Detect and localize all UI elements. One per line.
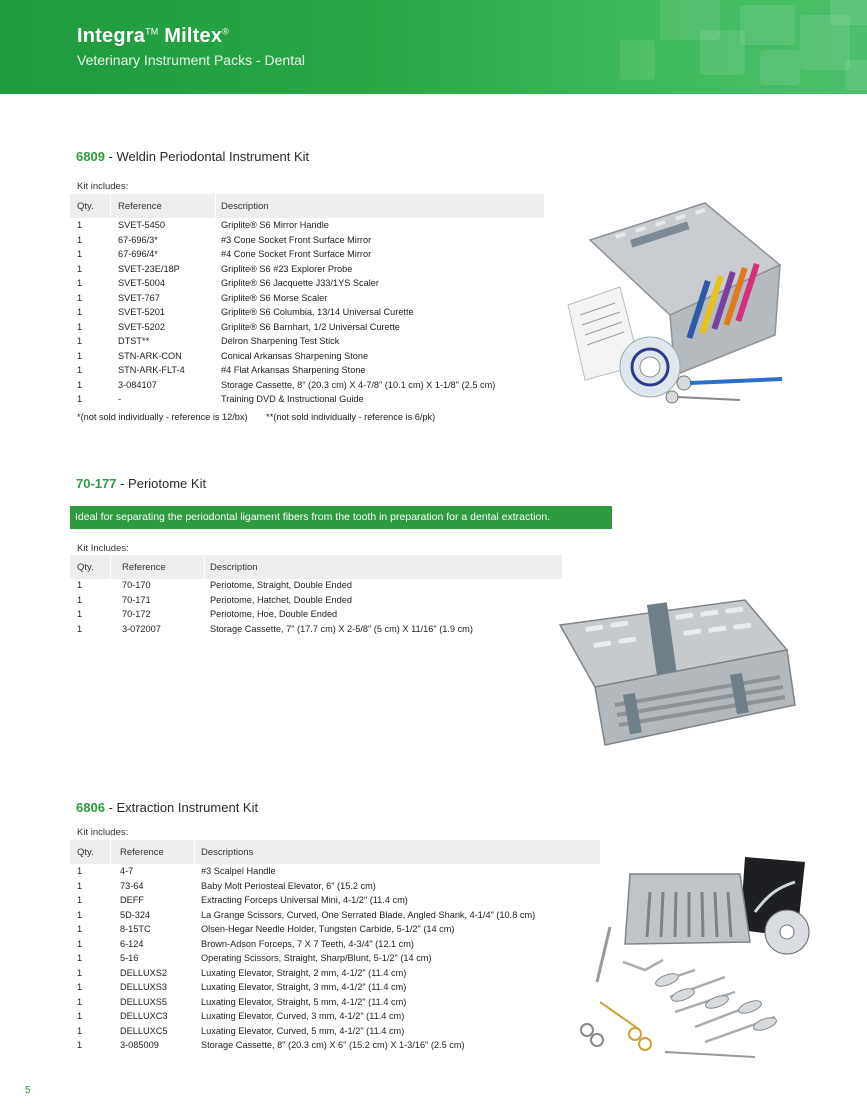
section-title-70-177 [76, 476, 206, 491]
page-subtitle: Veterinary Instrument Packs - Dental [77, 52, 305, 68]
qty-cell: 1 [77, 234, 83, 245]
kit-title: - Periotome Kit [116, 476, 207, 491]
footnote-2: **(not sold individually - reference is 6/pk) [266, 412, 436, 422]
description-cell: Extracting Forceps Universal Mini, 4-1/2" (11.4 cm) [201, 895, 408, 905]
description-cell: Storage Cassette, 8" (20.3 cm) X 4-7/8" (10.1 cm) X 1-1/8" (2.5 cm) [221, 379, 496, 390]
description-cell: Olsen-Hegar Needle Holder, Tungsten Carbide, 5-1/2" (14 cm) [201, 924, 455, 934]
page-number: 5 [25, 1085, 31, 1096]
reference-cell: 67-696/3* [118, 234, 158, 245]
reference-cell: SVET-5201 [118, 307, 165, 317]
qty-cell: 1 [77, 336, 83, 346]
col-qty: Qty. [77, 562, 94, 573]
section-title-6806 [76, 800, 258, 815]
section-title-6809 [76, 149, 309, 164]
qty-cell: 1 [77, 1011, 83, 1021]
qty-cell: 1 [77, 996, 83, 1007]
reference-cell: DELLUXS5 [120, 996, 167, 1007]
description-cell: Conical Arkansas Sharpening Stone [221, 350, 369, 361]
description-cell: Griplite® S6 #23 Explorer Probe [221, 263, 353, 274]
description-cell: Baby Molt Periosteal Elevator, 6" (15.2 cm) [201, 880, 376, 891]
qty-cell: 1 [77, 350, 83, 361]
footnote-1: *(not sold individually - reference is 12/bx) [77, 412, 248, 422]
reference-cell: 70-172 [122, 609, 151, 619]
col-reference: Reference [120, 847, 164, 858]
reference-cell: DTST** [118, 336, 150, 346]
qty-cell: 1 [77, 379, 83, 390]
reference-cell: DEFF [120, 895, 144, 905]
reference-cell: 8-15TC [120, 924, 151, 934]
table-header [70, 194, 544, 218]
reference-cell: 67-696/4* [118, 249, 158, 259]
description-cell: Periotome, Hatchet, Double Ended [210, 594, 352, 605]
reference-cell: DELLUXS2 [120, 967, 167, 978]
description-cell: Storage Cassette, 7" (17.7 cm) X 2-5/8" (5 cm) X 11/16" (1.9 cm) [210, 623, 473, 634]
qty-cell: 1 [77, 866, 83, 876]
qty-cell: 1 [77, 953, 83, 963]
footnotes [77, 412, 435, 422]
col-reference: Reference [118, 201, 162, 212]
table-header [70, 840, 600, 864]
kit-code: 6809 [76, 149, 105, 164]
qty-cell: 1 [77, 967, 83, 978]
description-cell: Luxating Elevator, Curved, 3 mm, 4-1/2" (11.4 cm) [201, 1011, 405, 1021]
description-cell: Luxating Elevator, Straight, 3 mm, 4-1/2" (11.4 cm) [201, 982, 407, 992]
reference-cell: 6-124 [120, 938, 144, 949]
col-qty: Qty. [77, 201, 94, 212]
reference-cell: SVET-5004 [118, 278, 165, 288]
periotome-kit-photo [555, 595, 800, 750]
reference-cell: 3-084107 [118, 379, 157, 390]
qty-cell: 1 [77, 895, 83, 905]
qty-cell: 1 [77, 307, 83, 317]
description-cell: #4 Flat Arkansas Sharpening Stone [221, 365, 366, 375]
col-qty: Qty. [77, 847, 94, 858]
brand-name-2: Miltex [164, 25, 223, 47]
col-descriptions: Descriptions [201, 847, 254, 858]
qty-cell: 1 [77, 938, 83, 949]
kit-includes-label: Kit Includes: [77, 543, 129, 554]
trademark-mark: TM [145, 26, 159, 37]
weldin-kit-photo [560, 195, 800, 420]
reference-cell: 3-072007 [122, 623, 161, 634]
brand-logo [77, 25, 229, 48]
reference-cell: DELLUXS3 [120, 982, 167, 992]
qty-cell: 1 [77, 394, 83, 404]
kit-title: - Extraction Instrument Kit [104, 800, 259, 815]
qty-cell: 1 [77, 1040, 83, 1050]
reference-cell: DELLUXC3 [120, 1011, 168, 1021]
description-cell: Periotome, Hoe, Double Ended [210, 609, 338, 619]
description-cell: Luxating Elevator, Curved, 5 mm, 4-1/2" (11.4 cm) [201, 1025, 405, 1036]
banner-text: Ideal for separating the periodontal ligament fibers from the tooth in preparation for a dental extraction. [75, 511, 551, 523]
kit-includes-label: Kit includes: [77, 827, 129, 838]
qty-cell: 1 [77, 292, 83, 303]
qty-cell: 1 [77, 594, 83, 605]
description-cell: Griplite® S6 Barnhart, 1/2 Universal Curette [221, 321, 400, 332]
qty-cell: 1 [77, 1025, 83, 1036]
description-cell: Griplite® S6 Mirror Handle [221, 220, 329, 230]
reference-cell: 70-170 [122, 580, 151, 590]
qty-cell: 1 [77, 924, 83, 934]
kit-includes-label: Kit includes: [77, 181, 129, 192]
description-cell: Griplite® S6 Jacquette J33/1YS Scaler [221, 278, 379, 288]
reference-cell: 73-64 [120, 880, 144, 891]
description-cell: #4 Cone Socket Front Surface Mirror [221, 249, 372, 259]
qty-cell: 1 [77, 909, 83, 920]
description-cell: Operating Scissors, Straight, Sharp/Blunt, 5-1/2" (14 cm) [201, 953, 432, 963]
qty-cell: 1 [77, 263, 83, 274]
col-description: Description [221, 201, 269, 212]
description-cell: Storage Cassette, 8" (20.3 cm) X 6" (15.2 cm) X 1-3/16" (2.5 cm) [201, 1040, 465, 1050]
reference-cell: STN-ARK-CON [118, 350, 182, 361]
qty-cell: 1 [77, 321, 83, 332]
reference-cell: 70-171 [122, 594, 151, 605]
kit-title: - Weldin Periodontal Instrument Kit [104, 149, 310, 164]
kit-code: 70-177 [76, 476, 117, 491]
description-cell: Luxating Elevator, Straight, 5 mm, 4-1/2" (11.4 cm) [201, 996, 407, 1007]
reference-cell: 4-7 [120, 866, 134, 876]
description-cell: #3 Cone Socket Front Surface Mirror [221, 234, 372, 245]
description-cell: Periotome, Straight, Double Ended [210, 580, 352, 590]
description-cell: Training DVD & Instructional Guide [221, 394, 364, 404]
reference-cell: SVET-5450 [118, 220, 165, 230]
kit-code: 6806 [76, 800, 105, 815]
reference-cell: SVET-5202 [118, 321, 165, 332]
reference-cell: SVET-767 [118, 292, 160, 303]
reference-cell: 5D-324 [120, 909, 151, 920]
qty-cell: 1 [77, 278, 83, 288]
reference-cell: STN-ARK-FLT-4 [118, 365, 185, 375]
kit-description-banner [70, 506, 612, 529]
reference-cell: DELLUXC5 [120, 1025, 168, 1036]
reference-cell: - [118, 394, 122, 404]
qty-cell: 1 [77, 623, 83, 634]
extraction-kit-photo [575, 852, 815, 1067]
table-header [70, 555, 562, 579]
qty-cell: 1 [77, 365, 83, 375]
reference-cell: 3-085009 [120, 1040, 159, 1050]
page-header [0, 0, 867, 94]
description-cell: La Grange Scissors, Curved, One Serrated Blade, Angled Shank, 4-1/4" (10.8 cm) [201, 909, 536, 920]
col-reference: Reference [122, 562, 166, 573]
col-description: Description [210, 562, 258, 573]
qty-cell: 1 [77, 880, 83, 891]
description-cell: #3 Scalpel Handle [201, 866, 276, 876]
qty-cell: 1 [77, 220, 83, 230]
reference-cell: 5-16 [120, 953, 139, 963]
reference-cell: SVET-23E/18P [118, 263, 180, 274]
description-cell: Griplite® S6 Morse Scaler [221, 292, 328, 303]
qty-cell: 1 [77, 982, 83, 992]
description-cell: Delron Sharpening Test Stick [221, 336, 340, 346]
description-cell: Griplite® S6 Columbia, 13/14 Universal Curette [221, 307, 414, 317]
description-cell: Luxating Elevator, Straight, 2 mm, 4-1/2" (11.4 cm) [201, 967, 407, 978]
brand-name: Integra [77, 25, 146, 47]
qty-cell: 1 [77, 249, 83, 259]
qty-cell: 1 [77, 609, 83, 619]
registered-mark: ® [222, 26, 229, 37]
qty-cell: 1 [77, 580, 83, 590]
description-cell: Brown-Adson Forceps, 7 X 7 Teeth, 4-3/4" (12.1 cm) [201, 938, 414, 949]
